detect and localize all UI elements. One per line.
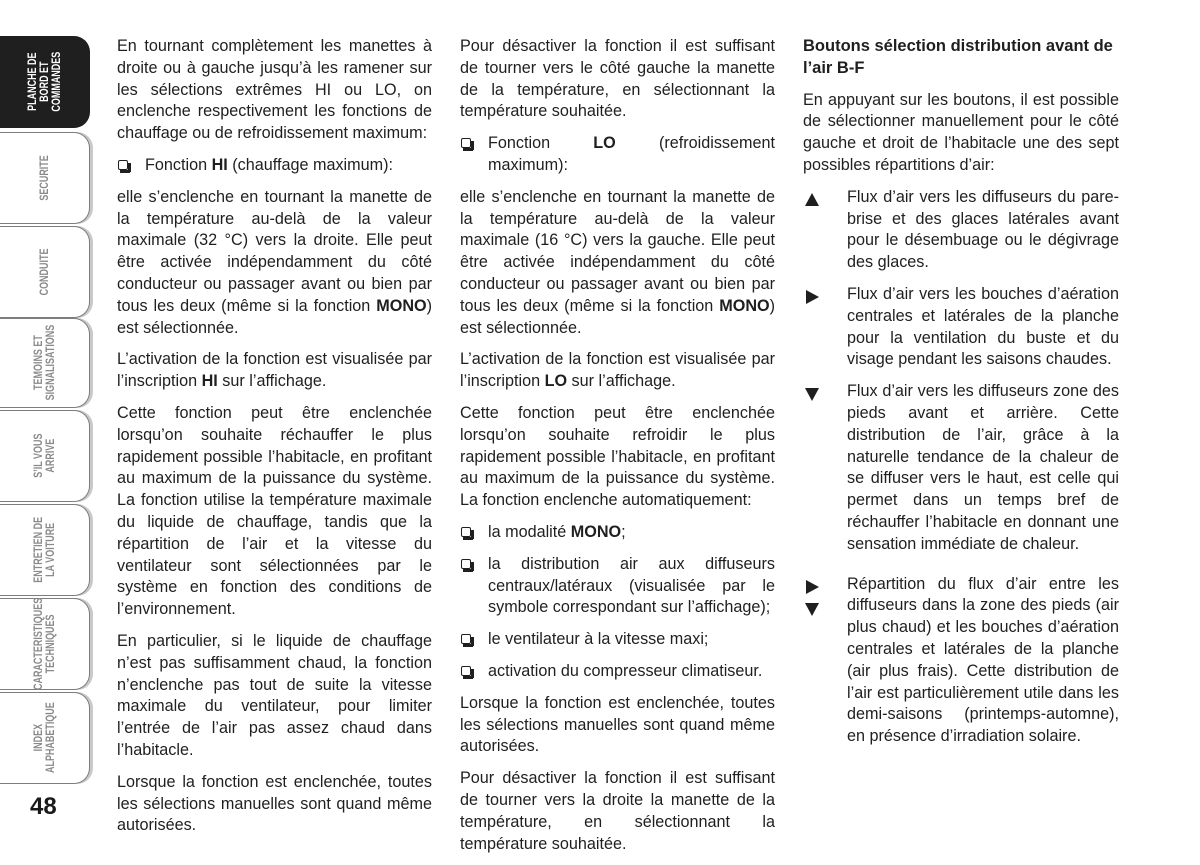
tab-label: TEMOINS ET SIGNALISATIONS (32, 325, 57, 401)
bullet-item: le ventilateur à la vitesse maxi; (460, 629, 775, 651)
paragraph: Lorsque la fonction est enclenchée, toutes les sélections manuelles sont quand même autorisées. (117, 772, 432, 835)
tab-label: ENTRETIEN DE LA VOITURE (32, 517, 57, 583)
paragraph: Cette fonction peut être enclenchée lorsqu’on souhaite refroidir le plus rapidement possible l’habitacle, en profitant au maximum de la puissance du système. La fonction enclenche automatiquement: (460, 403, 775, 510)
checkbox-bullet-icon (461, 527, 471, 537)
tab-index[interactable] (0, 692, 90, 784)
tab-label: CARACTERISTIQUES TECHNIQUES (32, 597, 57, 691)
arrow-down-icon (803, 385, 821, 403)
paragraph: Pour désactiver la fonction il est suffisant de tourner vers la droite la manette de la température, en sélectionnant la température souhaitée. (460, 769, 775, 853)
tab-label: PLANCHE DE BORD ET COMMANDES (26, 52, 63, 112)
checkbox-bullet-icon (461, 634, 471, 644)
checkbox-bullet-icon (461, 666, 471, 676)
bullet-fonction-lo: Fonction LO (refroidissement maximum): (460, 133, 775, 177)
checkbox-bullet-icon (461, 559, 471, 569)
bullet-fonction-hi: Fonction HI (chauffage maximum): (117, 155, 432, 177)
section-heading: Boutons sélection distribution avant de l’air B-F (803, 37, 1113, 77)
airflow-item-feet: Flux d’air vers les diffuseurs zone des pieds avant et arrière. Cette distribution de l’air, grâce à la naturelle tendance de la chaleur de se diffuser vers le haut, est celle qui permet dans un temps bref de réchauffer l’habitacle en donnant une sensation immédiate de chaleur. (803, 381, 1119, 555)
checkbox-bullet-icon (461, 138, 471, 148)
checkbox-bullet-icon (118, 160, 128, 170)
arrow-right-icon (803, 578, 821, 596)
paragraph: En tournant complètement les manettes à droite ou à gauche jusqu’à les ramener sur les sélections extrêmes HI ou LO, on enclenche respectivement les fonctions de chauffage ou de refroidissement maximum: (117, 37, 432, 143)
airflow-item-windscreen: Flux d’air vers les diffuseurs du pare-brise et des glaces latérales avant pour le désembuage ou le dégivrage des glaces. (803, 187, 1119, 274)
airflow-item-center-vents: Flux d’air vers les bouches d’aération centrales et latérales de la planche pour la ventilation du buste et du visage pendant les saisons chaudes. (803, 284, 1119, 371)
bullet-item: activation du compresseur climatiseur. (460, 661, 775, 683)
paragraph: En appuyant sur les boutons, il est possible de sélectionner manuellement pour le côté gauche et droit de l’habitacle une des sept possibles répartitions d’air: (803, 90, 1119, 174)
paragraph: En particulier, si le liquide de chauffage n’est pas suffisamment chaud, la fonction n’enclenche pas tout de suite la vitesse maximale du ventilateur, pour limiter l’entrée de l’air pas assez chaud dans l’habitacle. (117, 631, 432, 759)
bullet-item: la modalité MONO; (460, 522, 775, 544)
chapter-tabs (0, 0, 90, 845)
paragraph: L’activation de la fonction est visualisée par l’inscription HI sur l’affichage. (117, 350, 432, 391)
paragraph: Pour désactiver la fonction il est suffisant de tourner vers le côté gauche la manette de la température, en sélectionnant la température souhaitée. (460, 37, 775, 121)
text-column-3 (803, 36, 1119, 758)
arrow-down-icon (803, 600, 821, 618)
arrow-up-icon (803, 191, 821, 209)
airflow-item-feet-and-vents: Répartition du flux d’air entre les diffuseurs dans la zone des pieds (air plus chaud) et les bouches d’aération centrales et latérales de la planche (air plus frais). Cette distribution de l’air est particulièrement utile dans les demi-saisons (printemps-automne), en présence d’irradiation solaire. (803, 574, 1119, 748)
tab-label: CONDUITE (38, 248, 51, 296)
page-number: 48 (30, 793, 57, 820)
bullet-item: la distribution air aux diffuseurs centraux/latéraux (visualisée par le symbole correspondant sur l’affichage); (460, 554, 775, 619)
paragraph: Cette fonction peut être enclenchée lorsqu’on souhaite réchauffer le plus rapidement possible l’habitacle, en profitant au maximum de la puissance du système. La fonction utilise la température maximale du liquide de chauffage, tandis que la répartition de l’air et la vitesse du ventilateur sont sélectionnées par le système en fonction des conditions de l’environnement. (117, 403, 432, 619)
text-column-2 (460, 36, 775, 865)
paragraph: elle s’enclenche en tournant la manette de la température au-delà de la valeur maximale (16 °C) vers la gauche. Elle peut être activée indépendamment du côté conducteur ou passager avant ou bien par tous les deux (même si la fonction MONO) est sélectionnée. (460, 187, 775, 337)
tab-label: S’IL VOUS ARRIVE (32, 433, 57, 479)
tab-label: INDEX ALPHABETIQUE (32, 702, 57, 774)
paragraph: elle s’enclenche en tournant la manette de la température au-delà de la valeur maximale (32 °C) vers la droite. Elle peut être activée indépendamment du côté conducteur ou passager avant ou bien par tous les deux (même si la fonction MONO) est sélectionnée. (117, 187, 432, 337)
tab-label: SECURITE (38, 155, 51, 201)
arrow-right-icon (803, 288, 821, 306)
paragraph: L’activation de la fonction est visualisée par l’inscription LO sur l’affichage. (460, 350, 775, 391)
text-column-1 (117, 36, 432, 847)
paragraph: Lorsque la fonction est enclenchée, toutes les sélections manuelles sont quand même autorisées. (460, 693, 775, 756)
